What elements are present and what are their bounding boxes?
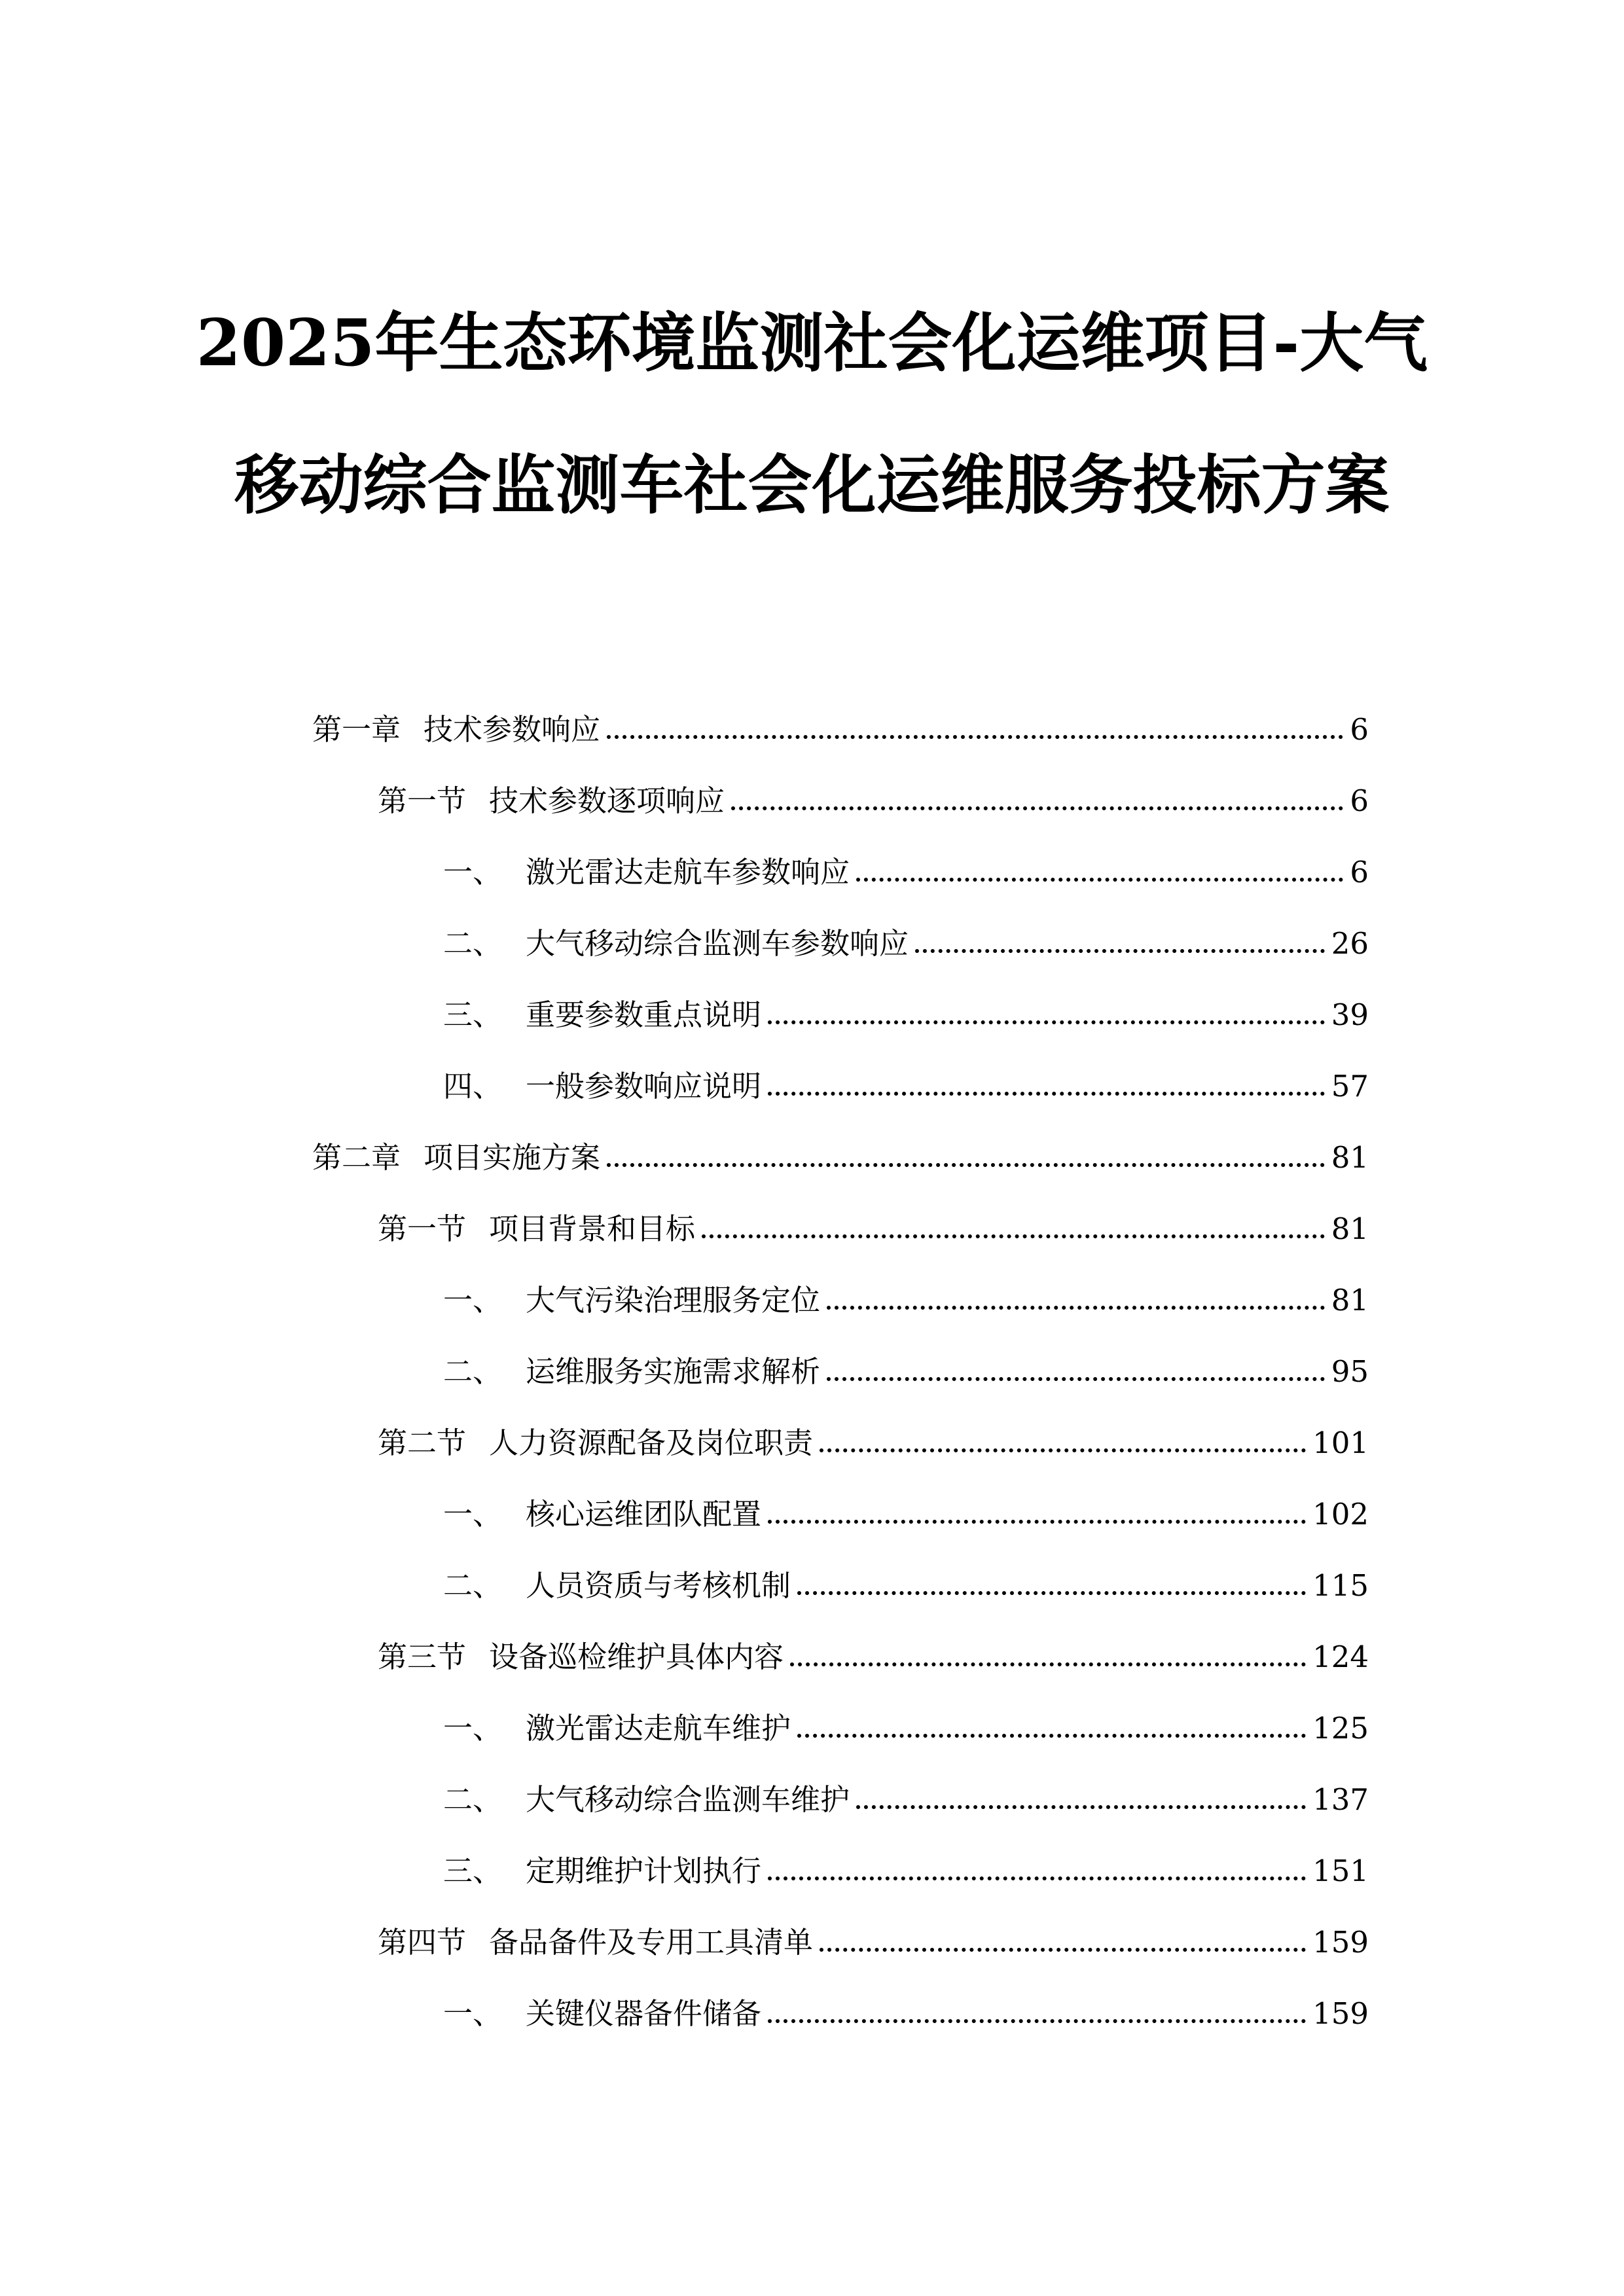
toc-label: 项目实施方案 [424, 1140, 601, 1175]
toc-label: 人力资源配备及岗位职责 [489, 1426, 814, 1460]
toc-page-number: 101 [1312, 1426, 1369, 1460]
toc-label: 技术参数响应 [424, 712, 601, 747]
toc-number: 一、 [443, 855, 503, 889]
toc-leader-dots [607, 1150, 1325, 1167]
toc-number: 第一节 [378, 1211, 467, 1246]
toc-label: 技术参数逐项响应 [489, 783, 725, 818]
toc-label: 核心运维团队配置 [526, 1497, 762, 1532]
toc-page-number: 6 [1350, 712, 1369, 747]
toc-number: 二、 [443, 1354, 503, 1389]
toc-page-number: 102 [1312, 1497, 1369, 1532]
toc-label: 人员资质与考核机制 [526, 1568, 791, 1603]
toc-entry[interactable] [378, 1910, 1369, 1962]
toc-page-number: 124 [1312, 1640, 1369, 1674]
toc-entry[interactable] [443, 1767, 1369, 1820]
toc-entry[interactable] [443, 1339, 1369, 1391]
toc-leader-dots [768, 1863, 1306, 1880]
toc-entry[interactable] [378, 1196, 1369, 1249]
toc-entry[interactable] [378, 768, 1369, 821]
toc-leader-dots [856, 865, 1343, 882]
toc-entry[interactable] [443, 1268, 1369, 1320]
toc-entry[interactable] [443, 1482, 1369, 1534]
toc-label: 重要参数重点说明 [526, 997, 762, 1032]
toc-page-number: 6 [1350, 855, 1369, 889]
toc-label: 激光雷达走航车维护 [526, 1711, 791, 1746]
toc-number: 一、 [443, 1711, 503, 1746]
toc-number: 第一节 [378, 783, 467, 818]
toc-leader-dots [827, 1364, 1325, 1381]
toc-page-number: 26 [1331, 926, 1369, 961]
toc-entry[interactable] [443, 1839, 1369, 1891]
toc-leader-dots [768, 1079, 1325, 1096]
toc-number: 第三节 [378, 1640, 467, 1674]
toc-page-number: 57 [1331, 1069, 1369, 1103]
toc-leader-dots [768, 2006, 1306, 2023]
toc-label: 定期维护计划执行 [526, 1854, 762, 1888]
toc-leader-dots [820, 1935, 1306, 1952]
toc-number: 一、 [443, 1996, 503, 2031]
toc-number: 三、 [443, 1854, 503, 1888]
toc-leader-dots [731, 793, 1343, 810]
toc-leader-dots [702, 1221, 1325, 1238]
toc-entry[interactable] [378, 1410, 1369, 1463]
toc-entry[interactable] [312, 697, 1369, 749]
toc-page-number: 125 [1312, 1711, 1369, 1746]
title-line-1: 2025年生态环境监测社会化运维项目-大气 [196, 306, 1428, 381]
toc-number: 四、 [443, 1069, 503, 1103]
toc-leader-dots [790, 1649, 1306, 1666]
toc-leader-dots [797, 1578, 1306, 1595]
toc-entry[interactable] [443, 911, 1369, 963]
toc-leader-dots [827, 1293, 1325, 1310]
toc-page-number: 159 [1312, 1996, 1369, 2031]
toc-label: 备品备件及专用工具清单 [489, 1925, 814, 1960]
toc-entry[interactable] [443, 1553, 1369, 1605]
toc-entry[interactable] [443, 1696, 1369, 1748]
toc-label: 运维服务实施需求解析 [526, 1354, 821, 1389]
toc-number: 二、 [443, 1568, 503, 1603]
toc-label: 激光雷达走航车参数响应 [526, 855, 850, 889]
toc-entry[interactable] [443, 1054, 1369, 1106]
toc-leader-dots [768, 1507, 1306, 1524]
toc-page-number: 6 [1350, 783, 1369, 818]
toc-page-number: 137 [1312, 1782, 1369, 1817]
toc-number: 第一章 [312, 712, 401, 747]
toc-leader-dots [915, 936, 1325, 953]
toc-number: 一、 [443, 1283, 503, 1318]
document-title [0, 308, 1624, 592]
toc-label: 设备巡检维护具体内容 [489, 1640, 784, 1674]
toc-number: 二、 [443, 926, 503, 961]
toc-label: 项目背景和目标 [489, 1211, 696, 1246]
toc-leader-dots [856, 1792, 1306, 1809]
toc-label: 大气移动综合监测车参数响应 [526, 926, 909, 961]
toc-leader-dots [768, 1007, 1325, 1024]
toc-entry[interactable] [312, 1125, 1369, 1177]
toc-leader-dots [797, 1721, 1306, 1738]
toc-entry[interactable] [378, 1624, 1369, 1677]
toc-number: 第二节 [378, 1426, 467, 1460]
toc-label: 关键仪器备件储备 [526, 1996, 762, 2031]
toc-number: 第二章 [312, 1140, 401, 1175]
toc-page-number: 81 [1331, 1211, 1369, 1246]
toc-page-number: 115 [1312, 1568, 1369, 1603]
toc-label: 大气移动综合监测车维护 [526, 1782, 850, 1817]
toc-number: 三、 [443, 997, 503, 1032]
toc-page-number: 39 [1331, 997, 1369, 1032]
toc-page-number: 95 [1331, 1354, 1369, 1389]
toc-entry[interactable] [443, 1981, 1369, 2034]
title-line-2: 移动综合监测车社会化运维服务投标方案 [234, 448, 1390, 523]
toc-entry[interactable] [443, 982, 1369, 1035]
toc-number: 二、 [443, 1782, 503, 1817]
toc-leader-dots [607, 722, 1343, 739]
toc-label: 大气污染治理服务定位 [526, 1283, 821, 1318]
toc-page-number: 81 [1331, 1140, 1369, 1175]
toc-leader-dots [820, 1435, 1306, 1452]
toc-page-number: 81 [1331, 1283, 1369, 1318]
toc-entry[interactable] [443, 840, 1369, 892]
toc-number: 第四节 [378, 1925, 467, 1960]
toc-label: 一般参数响应说明 [526, 1069, 762, 1103]
toc-page-number: 151 [1312, 1854, 1369, 1888]
toc-page-number: 159 [1312, 1925, 1369, 1960]
toc-number: 一、 [443, 1497, 503, 1532]
